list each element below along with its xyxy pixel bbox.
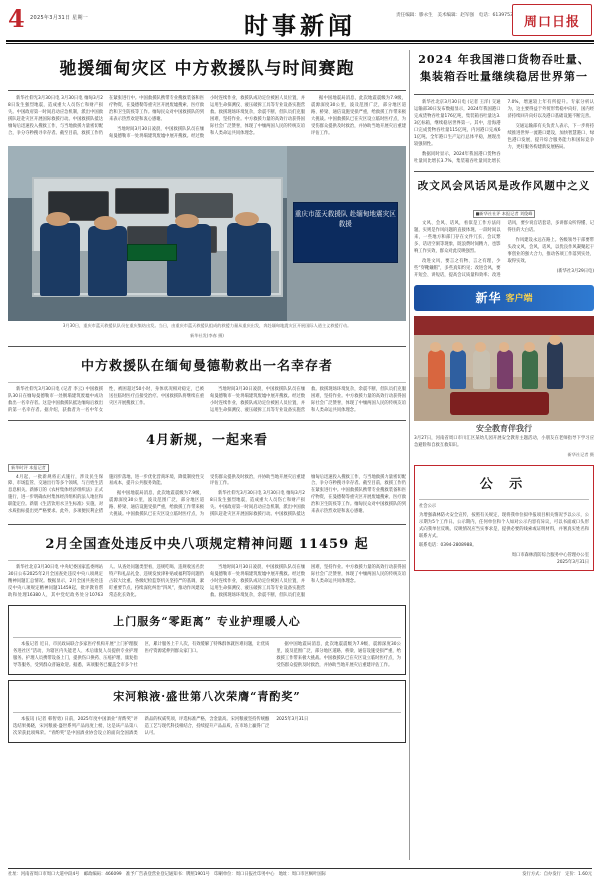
rule: [419, 499, 589, 500]
paragraph: 据中国地震局消息，此次地震震级为7.9级，震源深度30公里，波及范围广泛，部分地区道路、桥梁、通信设施受损严重，给救援工作带来极大挑战。中国救援队已在灾区设立临时医疗点，为受伤群众提供及时救治，并协助当地开展灾后重建评估工作。: [276, 642, 401, 668]
xinhua-logo-text: 新华: [475, 291, 502, 306]
paragraph: 新华社北京3月30日电 中央纪委国家监委网站30日公布2025年2月全国查处违反中央八项规定精神问题汇总情况。数据显示，2月全国共查处违反中央八项规定精神问题11459起，批评教育帮助和处理16380人，其中党纪政务处分10763人。从查处问题类型看，违规吃喝、违规收送名贵特产和礼品礼金、违规发放津补贴或福利等问题仍占较大比重。各级纪检监察机关坚持严的基调，紧盯重要节点，持续深化纠治“四风”，推动作风建设常态化长效化。: [8, 565, 204, 599]
paragraph: 文风、会风、话风，看似是工作方法问题，实则是作风问题的直接体现。一段时间以来，一些地方和部门存在文件冗长、会议繁多、话语空洞等现象，既浪费时间精力，也影响工作实效，群众对此反映强烈。: [414, 221, 501, 255]
article-body-new-rules: [8, 475, 406, 520]
notice-label: 社会公示: [419, 503, 437, 509]
rule: [8, 524, 406, 525]
photo-banner: [414, 316, 594, 335]
photo-rescue-truck: [8, 146, 406, 321]
headline-main: 驰援缅甸灾区 中方救援队与时间赛跑: [59, 59, 355, 79]
article-box-nursing: [8, 605, 406, 675]
photo-caption-text: 重庆市蓝天救援队 赴缅甸地震灾区救援: [294, 209, 396, 229]
newspaper-logo: [512, 4, 592, 36]
child-figure: [497, 350, 513, 390]
paragraph: 新华社北京3月30日电 (记者 王洋) 交通运输部30日发布数据显示，2024年我国港口完成货物吞吐量176亿吨，集装箱吞吐量达3.3亿标箱，继续稳居世界第一。其中，沿海港口完成货物吞吐量115亿吨，内河港口完成61亿吨。全年港口生产运行总体平稳，展现出较强韧性。: [414, 100, 501, 147]
photo-credit: 3月30日，重庆市蓝天救援队队员在重庆集结出发。当日，由重庆市蓝天救援队组成的救援力量从重庆出发，奔赴缅甸地震灾区开展国际人道主义救援行动。: [62, 322, 352, 328]
newspaper-logo-text: 周口日报: [523, 14, 580, 30]
child-figure: [522, 350, 538, 390]
paragraph: 当地时间3月30日凌晨，中国救援队队员在缅甸曼德勒市一处坍塌建筑废墟中展开搜救。经过数小时连续作业，救援队成功定位被困人员位置，并运用生命探测仪、液压破拆工具等专业设备实施营救。救援现场环境复杂，余震不断，但队员们克服困难，坚持作业。中方救援力量的高效行动获得国际社会广泛赞誉，体现了中缅两国人民的传统友谊和人类命运共同体理念。: [210, 565, 406, 599]
page-number: 4: [8, 4, 25, 33]
adult-instructor: [547, 341, 563, 389]
paragraph: 交通运输部有关负责人表示，下一步将持续推进世界一流港口建设，加快智慧港口、绿色港口发展，提升综合服务能力和国际竞争力，更好服务构建新发展格局。: [507, 123, 595, 150]
footer-address: 社址：河南省周口市周口大道中段4号 邮政编码：466099 准予广告表登营业登记通知书：牌照1901号 印刷单位：周口日报社印务中心 地址：周口市区枫叶国际: [8, 872, 326, 877]
article-body-discipline: [8, 565, 406, 600]
paragraph: 4月起，一批新规将正式施行，涉及民生保障、市场监管、交通出行等多个领域，与百姓生活息息相关。新修订的《农村集体经济组织法》正式施行，进一步明确农村集体经济组织的法人地位和职能定位。新版《生活饮用水卫生标准》实施，对水质指标提出更严格要求。此外，多项便民利企措施同步落地，进一步优化营商环境，降低制度性交易成本，提升公共服务效能。: [8, 474, 204, 515]
child-head: [452, 342, 463, 351]
headline-discipline: 2月全国查处违反中央八项规定精神问题 11459 起: [45, 537, 369, 553]
child-head: [430, 342, 441, 351]
rescue-worker-head: [46, 212, 70, 226]
paragraph: 当地时间3月30日凌晨，中国救援队队员在缅甸曼德勒市一处坍塌建筑废墟中展开搜救。经过数小时连续作业，救援队成功定位被困人员位置，并运用生命探测仪、液压破拆工具等专业设备实施营救。救援现场环境复杂，余震不断，但队员们克服困难，坚持作业。中方救援力量的高效行动获得国际社会广泛赞誉，体现了中缅两国人民的传统友谊和人类命运共同体理念。: [210, 386, 406, 413]
masthead: [0, 0, 600, 44]
headline-liquor: 宋河粮液·盛世第八次荣膺“青酌奖”: [113, 689, 301, 703]
headline-new-rules: 4月新规，一起来看: [145, 432, 269, 448]
xinhua-client-label: 客户端: [505, 294, 533, 305]
rule: [8, 420, 406, 421]
training-mat: [450, 392, 549, 415]
paragraph: 数据同时显示，2024年我国港口货物吞吐量同比增长3.7%，集装箱吞吐量同比增长7.0%，增速较上年有所提升。专家分析认为，这主要得益于外贸形势稳中向好、国内经济持续回升向好以及港口基础设施不断完善。: [414, 100, 594, 164]
photo-signature: 新华社发(李春 摄): [190, 332, 224, 338]
photo-credit-safety: 3月27日，河南省周口市川汇区某幼儿园开展安全教育主题活动，小朋友在老师指导下学习应急避险和自救互救知识。: [414, 435, 594, 448]
paragraph: 本报讯 (记者 韩智勇) 日前，2025年度中国酒业“青酌奖”评选结果揭晓，宋河粮液·盛世系列产品再度上榜，这是该产品第八次荣获此项殊荣。“青酌奖”是中国酒业协会设立的面向全国酒类新品的权威奖项，评选标准严格，含金量高。宋河粮液坚持传统酿造工艺与现代科技相结合，持续提升产品品质，在市场上赢得广泛认可。: [13, 716, 270, 736]
article-body-nursing: [13, 642, 401, 670]
page-footer: [8, 868, 592, 877]
article-box-liquor: [8, 680, 406, 743]
photo-caption-box: [293, 202, 398, 264]
adult-instructor-head: [549, 335, 561, 346]
headline-nursing: 上门服务“零距离” 专业护理暖人心: [113, 615, 301, 629]
article-body-ports: [414, 100, 594, 166]
child-head: [524, 342, 535, 351]
masthead-rule-secondary: [6, 43, 594, 44]
commentary-tag: ■新华社社评 本报记者 刘俊峰: [473, 210, 536, 218]
headline-work-style: 改文风会风话风是改作风题中之义: [417, 179, 591, 192]
child-figure: [450, 350, 466, 390]
child-head: [475, 342, 486, 351]
rule: [8, 346, 406, 347]
article-date: 2025年3月31日: [276, 716, 309, 722]
rule: [8, 382, 406, 383]
notice-box: [414, 465, 594, 572]
headline-ports: 2024 年我国港口货物吞吐量、集装箱吞吐量继续稳居世界第一: [418, 53, 590, 83]
rescue-worker: [88, 226, 128, 296]
paragraph: 新华社仰光3月30日电 3月30日电 缅甸3月28日发生强烈地震，造成重大人员伤亡和财产损失。中国政府第一时间启动应急机制，派出中国救援队赶赴灾区开展国际救援行动。中国救援队抵达缅甸后迅速投入搜救工作，与当地救援力量密切配合，争分夺秒搜寻幸存者。截至目前，救援工作仍在紧张进行中。中国救援队携带专业搜救装备和医疗物资，在曼德勒等重灾区开展废墟搜索、医疗救治和卫生防疫等工作。缅甸民众对中国救援队的到来表示热烈欢迎和衷心感谢。: [210, 474, 406, 518]
notice-body: 为增强森林防火安全宣传，按照有关规定，现将我单位拟申报项目相关情况予以公示，公示期为5个工作日。公示期内，任何单位和个人如对公示内容有异议，可以书面或口头形式向我单位反映。反映情况应当实事求是，提供必要的线索或证明材料，并署真实姓名和联系方式。: [419, 512, 589, 539]
paragraph: 新华社仰光3月30日电 (记者 李云) 中国救援队30日在缅甸曼德勒市一处倒塌建筑废墟中成功救出一名幸存者。这是中国救援队抵达缅甸后救出的第一名幸存者。据介绍，获救者为一名中年女性，被困超过50小时，身体状况相对稳定，已被送往临时医疗点接受治疗。中国救援队将继续在重灾区开展搜救工作。: [8, 386, 204, 413]
article-body-main: [8, 96, 406, 141]
publication-date: 2025年3月31日 星期一: [30, 15, 89, 21]
child-figure: [428, 350, 444, 390]
paragraph: 本报记者 近日，市民政局联合多家医疗机构开展“上门护理服务进社区”活动，为辖区内失能老人、术后康复人员提供专业护理服务。护理人员携带设备上门，提供伤口换药、压疮护理、康复指导等服务，受到群众普遍欢迎。据悉，该项服务已覆盖全市多个社区，累计服务上千人次，有效缓解了特殊群体就医难问题，让优质医疗资源延伸到群众家门口。: [13, 642, 270, 668]
column-divider: [409, 50, 410, 860]
article-tag: 新华时评 本报记者: [8, 464, 49, 472]
photo-safety-education: [414, 316, 594, 421]
paragraph: 当地时间3月30日凌晨，中国救援队队员在缅甸曼德勒市一处坍塌建筑废墟中展开搜救。经过数小时连续作业，救援队成功定位被困人员位置，并运用生命探测仪、液压破拆工具等专业设备实施营救。救援现场环境复杂，余震不断，但队员们克服困难，坚持作业。中方救援力量的高效行动获得国际社会广泛赞誉，体现了中缅两国人民的传统友谊和人类命运共同体理念。: [109, 96, 305, 139]
rule: [13, 637, 401, 638]
child-head: [499, 342, 510, 351]
footer-price: 发行方式：自办发行 定价：1.60元: [522, 872, 592, 877]
license-plate: [127, 244, 177, 262]
footer-rule: [8, 868, 592, 869]
rule: [414, 94, 594, 95]
rule: [8, 90, 406, 91]
rescue-worker: [227, 223, 271, 297]
article-body-liquor: [13, 717, 401, 738]
paragraph: 新华社仰光3月30日电 3月30日电 缅甸3月28日发生强烈地震，造成重大人员伤亡和财产损失。中国政府第一时间启动应急机制，派出中国救援队赶赴灾区开展国际救援行动。中国救援队抵达缅甸后迅速投入搜救工作，与当地救援力量密切配合，争分夺秒搜寻幸存者。截至目前，救援工作仍在紧张进行中。中国救援队携带专业搜救装备和医疗物资，在曼德勒等重灾区开展废墟搜索、医疗救治和卫生防疫等工作。缅甸民众对中国救援队的到来表示热烈欢迎和衷心感谢。: [8, 96, 204, 136]
headline-survivor: 中方救援队在缅甸曼德勒救出一名幸存者: [80, 358, 333, 374]
article-body-survivor: [8, 387, 406, 415]
paragraph: 据中国地震局消息，此次地震震级为7.9级，震源深度30公里，波及范围广泛，部分地区道路、桥梁、通信设施受损严重，给救援工作带来极大挑战。中国救援队已在灾区设立临时医疗点，为受伤群众提供及时救治，并协助当地开展灾后重建评估工作。: [109, 474, 305, 518]
right-column: [414, 50, 594, 571]
rescue-worker-head: [175, 214, 199, 228]
equipment-crate: [115, 188, 169, 215]
rule: [8, 560, 406, 561]
notice-title: 公 示: [479, 476, 529, 492]
child-figure: [473, 350, 489, 390]
paragraph: 作风建设永远在路上。各级领导干部要带头改文风、会风、话风，以优良作风凝聚起干事创业的强大合力，推动各项工作落到实处、取得实效。: [507, 238, 595, 265]
photo-caption-safety: 安全教育伴我行: [476, 422, 532, 433]
left-column: [8, 50, 406, 743]
masthead-rule: [6, 40, 594, 42]
section-title: 时事新闻: [244, 11, 356, 40]
xinhua-app-banner[interactable]: [414, 285, 594, 311]
rescue-worker-head: [94, 216, 118, 230]
notice-date: 2025年3月31日: [556, 559, 589, 565]
rescue-worker: [40, 223, 80, 297]
notice-organization: 周口市森林消防综合服务中心管理办公室: [511, 552, 589, 558]
notice-phone: 联系电话：0394-2808988。: [419, 542, 477, 548]
photo-signature-safety: 新华社记者 摄: [567, 451, 594, 457]
rescue-worker-head: [235, 212, 259, 226]
editor-credits: 责任编辑：滕永生 美术编辑：赵军强 电话：6139753: [396, 13, 513, 18]
paragraph: 改进文风，要言之有物、言之有理，少些“穿靴戴帽”，多些真知灼见；改进会风，要开短会、讲短话，提高会议质量和效率；改进话风，要少说官话套话，多讲群众听得懂、记得住的大白话。: [414, 221, 594, 278]
rule: [13, 712, 401, 713]
article-source: (新华社3月29日电): [556, 269, 594, 275]
rule: [414, 171, 594, 172]
article-body-work-style: [414, 221, 594, 280]
paragraph: 据中国地震局消息，此次地震震级为7.9级，震源深度30公里，波及范围广泛，部分地区道路、桥梁、通信设施受损严重，给救援工作带来极大挑战。中国救援队已在灾区设立临时医疗点，为受伤群众提供及时救治，并协助当地开展灾后重建评估工作。: [311, 96, 406, 136]
